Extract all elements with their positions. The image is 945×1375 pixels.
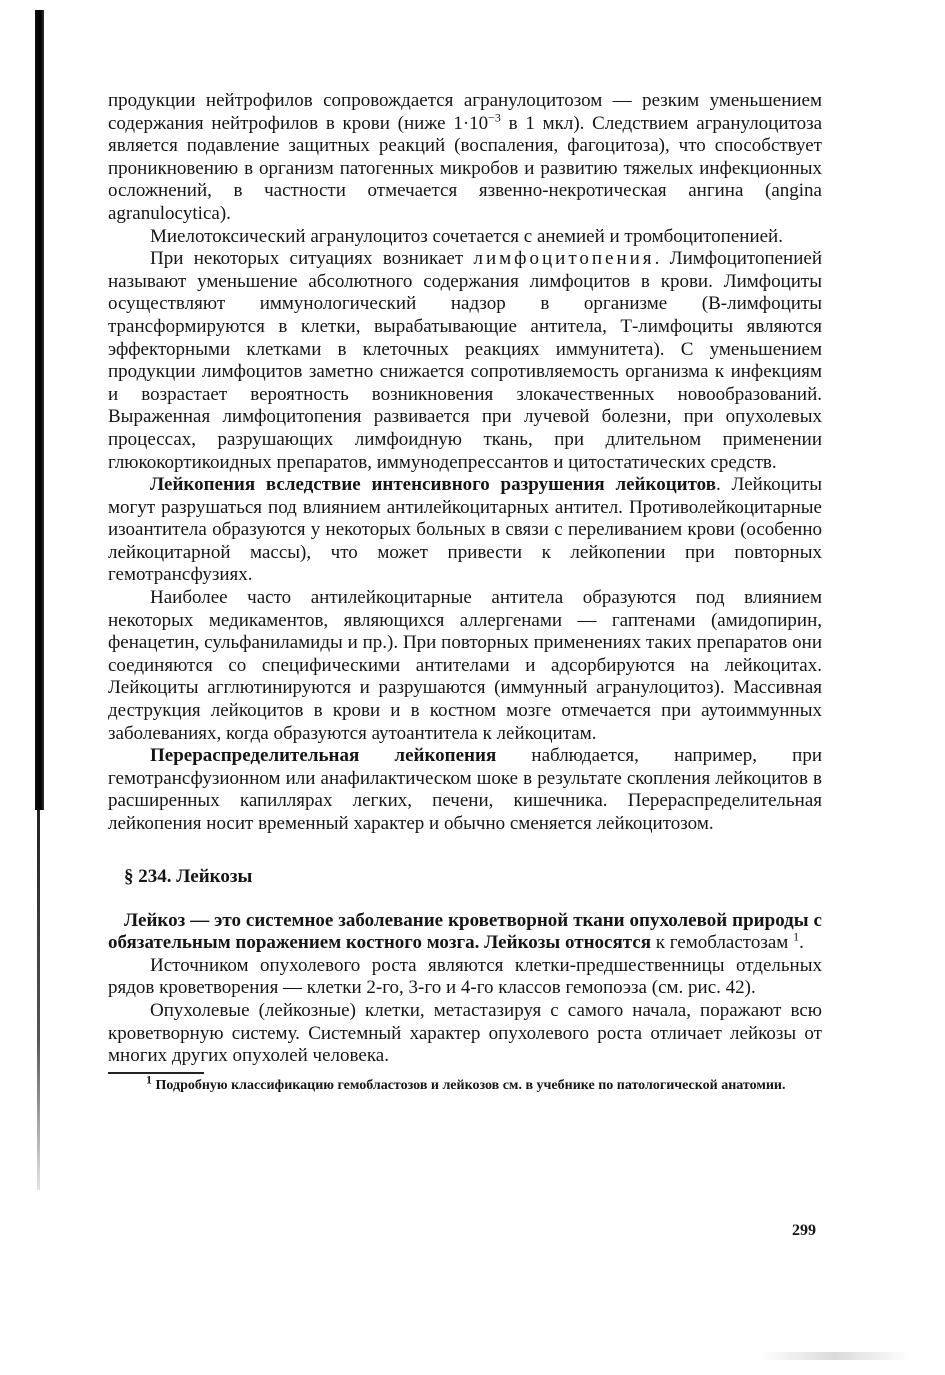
paragraph-leukosis-definition — [108, 910, 822, 955]
footnote-marker: 1 — [146, 1072, 152, 1087]
footnote-reference: 1 — [793, 929, 800, 944]
paragraph-tumor-cells: Опухолевые (лейкозные) клетки, метастазируя с самого начала, поражают всю кроветворную систему. Системный характер опухолевого роста отличает лейкозы от многих других опухолей человека. — [108, 999, 822, 1067]
paragraph-leukopenia-destruction-text: . Лейкоциты могут разрушаться под влиянием антилейкоцитарных антител. Противолейкоцитарные изоантитела образуются у некоторых больных в связи с переливанием крови (особенно лейкоцитарной массы), что может привести к лейкопении при повторных гемотрансфузиях. — [108, 474, 822, 586]
footnote-text: Подробную классификацию гемобластозов и лейкозов см. в учебнике по патологической анатомии. — [152, 1077, 786, 1093]
paragraph-neutrophils-text: продукции нейтрофилов сопровождается агранулоцитозом — резким уменьшением содержания нейтрофилов в крови (ниже 1·10 — [108, 90, 822, 134]
term-leukopenia-destruction: Лейкопения вследствие интенсивного разрушения лейкоцитов — [150, 474, 716, 496]
scan-artifact — [760, 1352, 910, 1360]
exponent: −3 — [488, 110, 501, 125]
paragraph-lymphocytopenia-intro: При некоторых ситуациях возникает — [150, 248, 474, 270]
paragraph-antibodies: Наиболее часто антилейкоцитарные антитела образуются под влиянием некоторых медикаментов, являющихся аллергенами — гаптенами (амидопирин, фенацетин, сульфаниламиды и пр.). При повторных применениях таких препаратов они соединяются со специфическими антителами и адсорбируются на лейкоцитах. Лейкоциты агглютинируются и разрушаются (иммунный агранулоцитоз). Массивная деструкция лейкоцитов в крови и в костном мозге отмечается при аутоиммунных заболеваниях, когда образуются аутоантитела к лейкоцитам. — [108, 587, 822, 744]
scan-binding-edge — [35, 10, 44, 810]
paragraph-myelotoxic: Миелотоксический агранулоцитоз сочетается с анемией и тромбоцитопенией. — [150, 225, 783, 247]
footnote — [108, 1072, 822, 1094]
leukosis-definition-bold: Лейкоз — это системное заболевание кроветворной ткани опухолевой природы с обязательным поражением костного мозга. Лейкозы относятся — [108, 909, 822, 954]
page-body — [108, 90, 822, 1094]
paragraph-lymphocytopenia-text: . Лимфоцитопенией называют уменьшение абсолютного содержания лимфоцитов в крови. Лимфоциты осуществляют иммунологический надзор в организме (В-лимфоциты трансформируются в клетки, вырабатывающие антитела, Т-лимфоциты являются эффекторными клетками в клеточных реакциях иммунитета). С уменьшением продукции лимфоцитов заметно снижается сопротивляемость организма к инфекциям и возрастает вероятность возникновения злокачественных новообразований. Выраженная лимфоцитопения развивается при лучевой болезни, при опухолевых процессах, разрушающих лимфоидную ткань, при длительном применении глюкокортикоидных препаратов, иммунодепрессантов и цитостатических средств. — [108, 248, 822, 473]
page-number: 299 — [792, 1222, 816, 1239]
paragraph-lymphocytopenia — [108, 248, 822, 474]
paragraph-neutrophils-tail: в 1 мкл). Следствием агранулоцитоза является подавление защитных реакций (воспаления, фагоцитоза), что способствует проникновению в организм патогенных микробов и развитию тяжелых инфекционных осложнений, в частности отмечается язвенно-некротическая ангина (angina agranulocytica). — [108, 112, 823, 224]
leukosis-definition-rest: к гемобластозам — [651, 932, 794, 954]
paragraph-leukopenia-destruction — [108, 474, 822, 587]
scan-binding-edge-lower — [37, 810, 40, 1190]
paragraph-tumor-source: Источником опухолевого роста являются клетки-предшественницы отдельных рядов кроветворения — клетки 2-го, 3-го и 4-го классов гемопоэза (см. рис. 42). — [108, 954, 822, 999]
paragraph-redistributive — [108, 745, 822, 835]
paragraph-redistributive-text: наблюдается, например, при гемотрансфузионном или анафилактическом шоке в результате скопления лейкоцитов в расширенных капиллярах легких, печени, кишечника. Перераспределительная лейкопения носит временный характер и обычно сменяется лейкоцитозом. — [108, 745, 822, 834]
paragraph-neutrophils — [108, 90, 822, 226]
term-lymphocytopenia: лимфоцитопения — [473, 248, 655, 270]
footnote-divider — [108, 1072, 204, 1074]
section-heading: § 234. Лейкозы — [124, 865, 253, 887]
leukosis-definition-end: . — [799, 932, 804, 954]
term-redistributive-leukopenia: Перераспределительная лейкопения — [150, 745, 497, 767]
